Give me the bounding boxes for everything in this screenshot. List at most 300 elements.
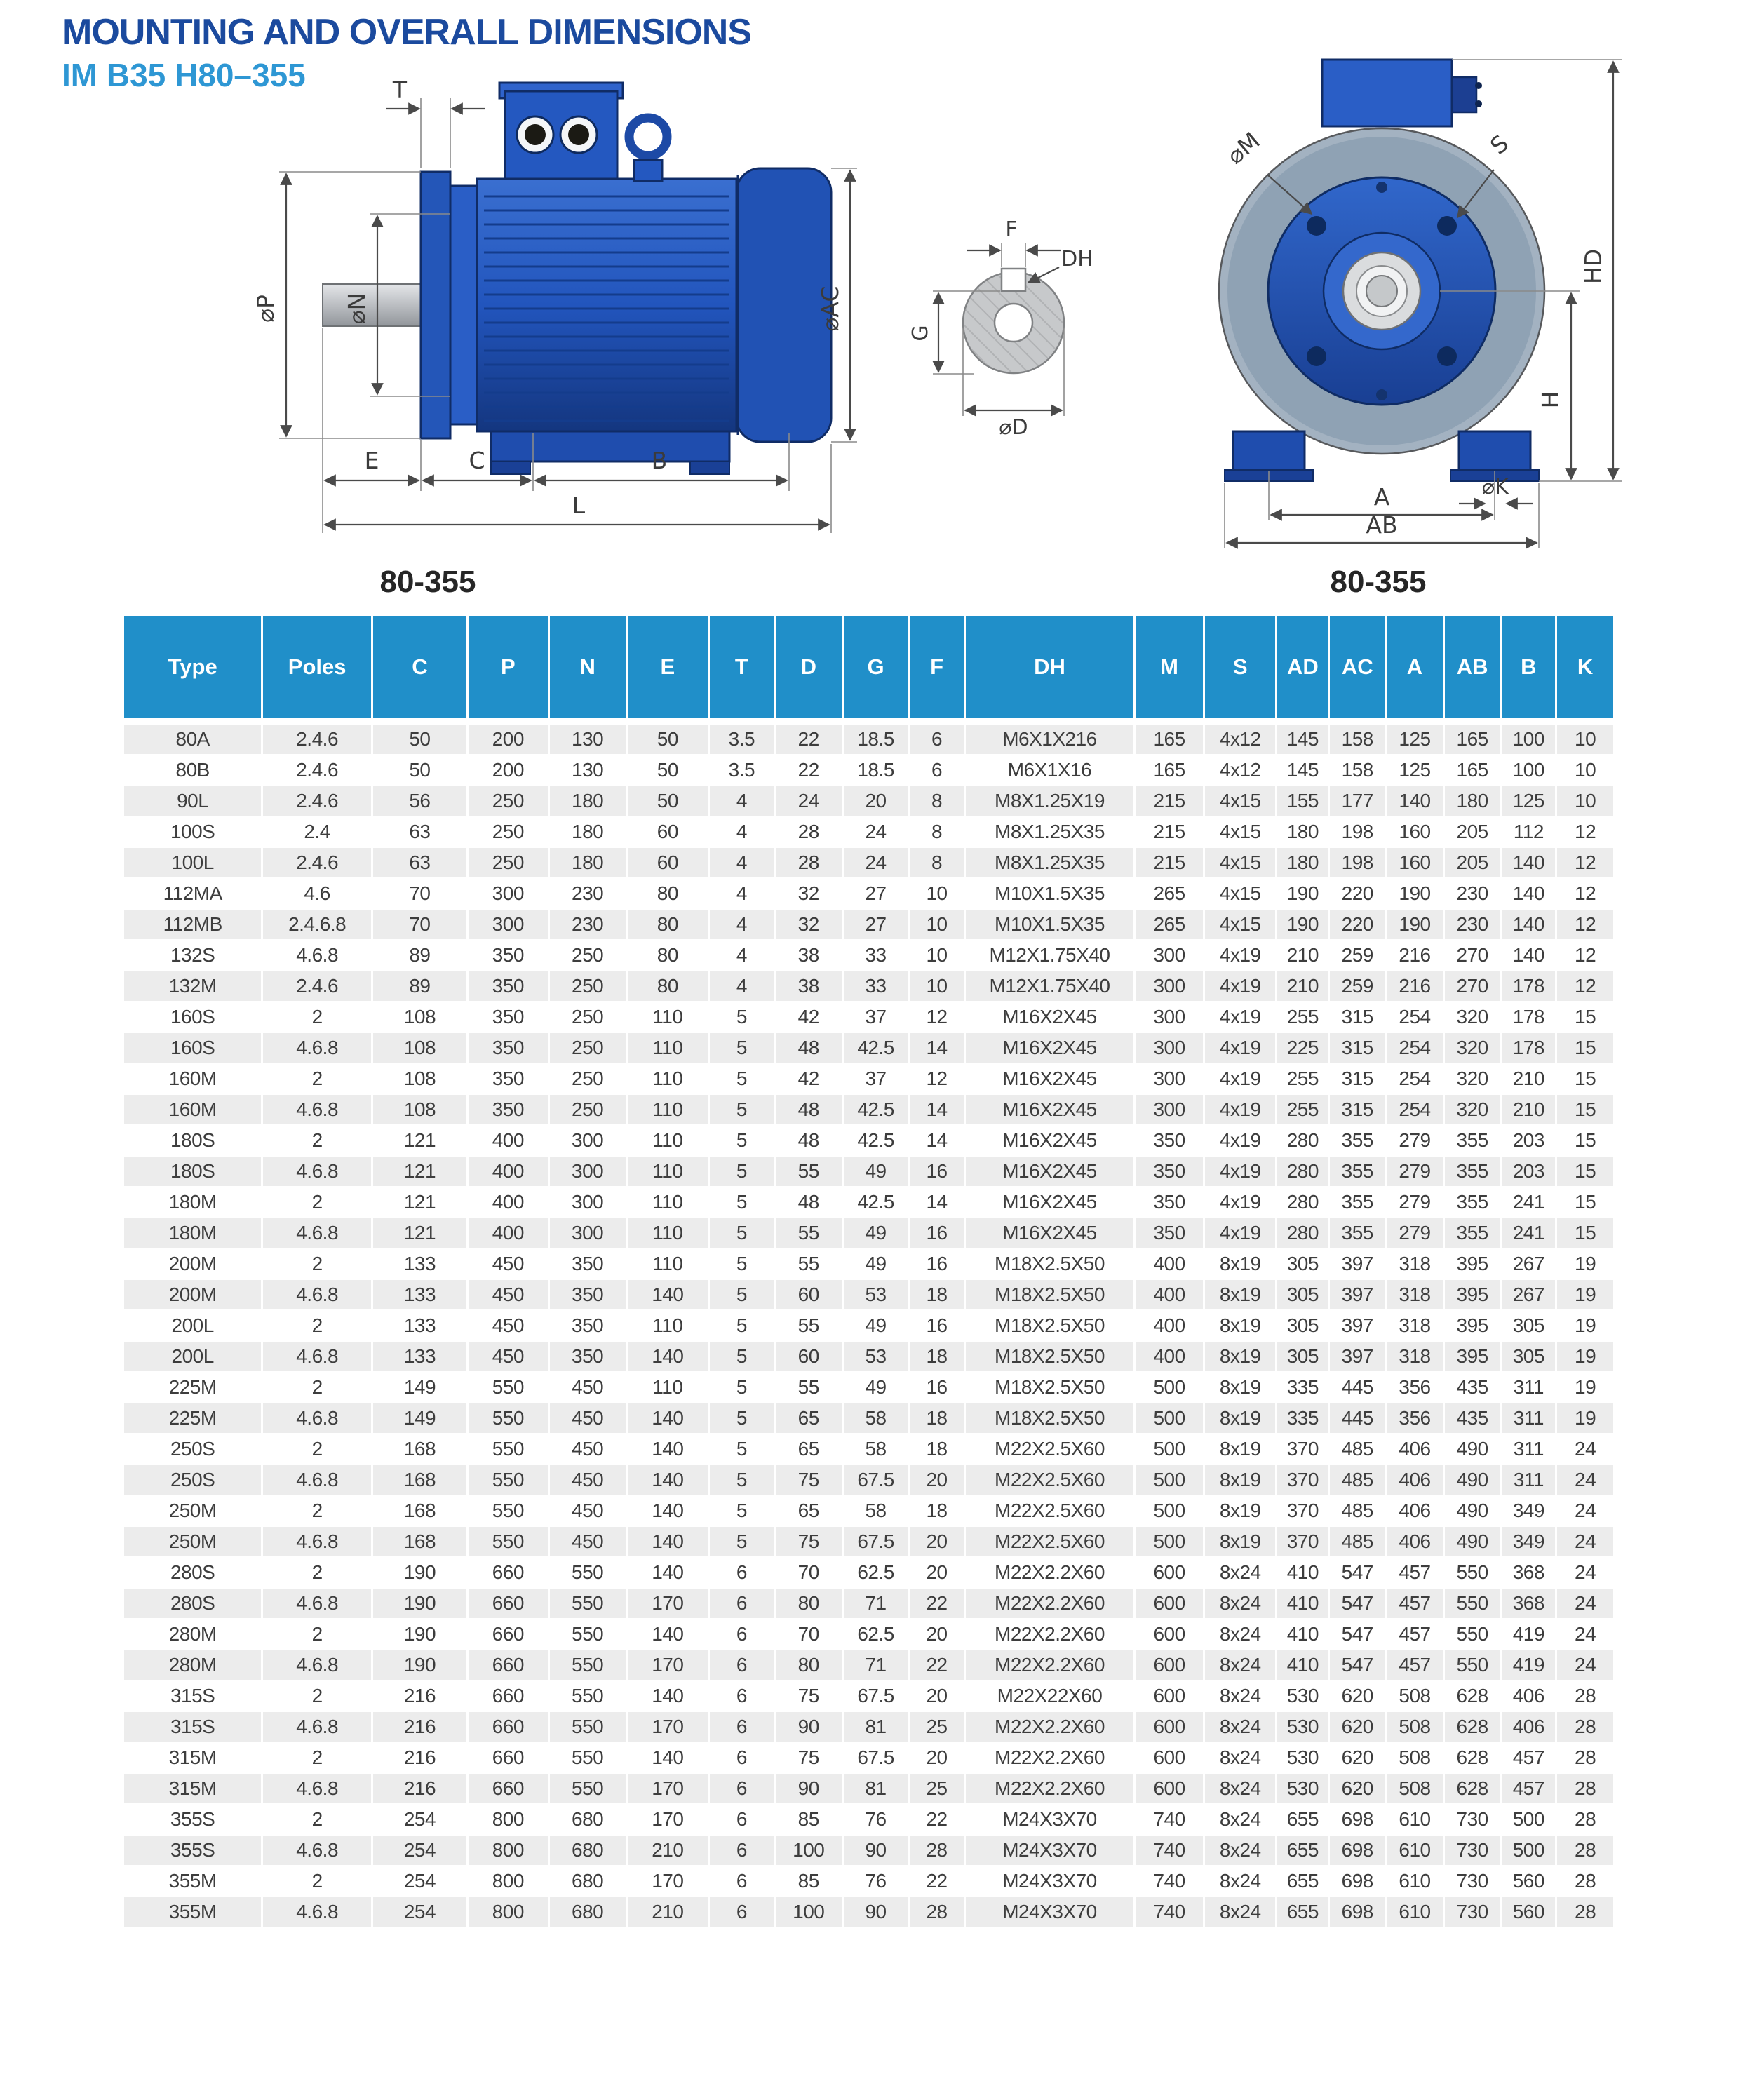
table-row [124, 1897, 1613, 1927]
table-cell: 350 [469, 1064, 548, 1093]
table-cell: 355 [1445, 1157, 1500, 1186]
table-cell: 318 [1387, 1249, 1443, 1279]
table-cell: 90 [776, 1774, 842, 1803]
table-cell: 170 [628, 1650, 708, 1680]
table-cell: 140 [1502, 910, 1555, 939]
dim-label-s: S [1485, 129, 1514, 160]
table-cell: 81 [844, 1774, 908, 1803]
table-cell: 419 [1502, 1650, 1555, 1680]
table-cell: 145 [1277, 755, 1328, 785]
table-cell: 550 [550, 1743, 626, 1772]
table-cell: 3.5 [710, 755, 773, 785]
table-cell: 4 [710, 879, 773, 908]
table-cell: 355S [124, 1836, 261, 1865]
table-cell: 600 [1136, 1589, 1203, 1618]
table-cell: 8x24 [1205, 1805, 1275, 1834]
table-cell: 800 [469, 1836, 548, 1865]
table-cell: 12 [1557, 971, 1613, 1001]
table-cell: 698 [1330, 1805, 1385, 1834]
table-cell: 155 [1277, 786, 1328, 816]
table-cell: 660 [469, 1589, 548, 1618]
table-cell: 2.4.6 [263, 971, 371, 1001]
table-header [124, 616, 1613, 718]
table-cell: 55 [776, 1249, 842, 1279]
table-cell: 457 [1502, 1774, 1555, 1803]
table-cell: 5 [710, 1064, 773, 1093]
flange-bolt-hole [1307, 346, 1326, 366]
table-cell: 24 [1557, 1620, 1613, 1649]
table-cell: 8x19 [1205, 1373, 1275, 1402]
table-cell: 508 [1387, 1681, 1443, 1711]
table-cell: 71 [844, 1589, 908, 1618]
table-row [124, 1434, 1613, 1464]
table-cell: 250S [124, 1465, 261, 1495]
table-cell: 80 [776, 1589, 842, 1618]
table-cell: 355 [1330, 1218, 1385, 1248]
table-cell: 318 [1387, 1311, 1443, 1340]
table-row [124, 1157, 1613, 1186]
table-cell: 49 [844, 1249, 908, 1279]
table-row [124, 910, 1613, 939]
table-cell: 19 [1557, 1373, 1613, 1402]
table-cell: 85 [776, 1805, 842, 1834]
table-cell: M16X2X45 [966, 1218, 1133, 1248]
table-cell: 435 [1445, 1403, 1500, 1433]
table-row [124, 1681, 1613, 1711]
table-row [124, 1280, 1613, 1309]
table-cell: 300 [1136, 1064, 1203, 1093]
table-cell: 100L [124, 848, 261, 877]
table-cell: 28 [776, 848, 842, 877]
table-cell: 2.4.6 [263, 848, 371, 877]
table-cell: 28 [1557, 1805, 1613, 1834]
column-header: C [373, 616, 466, 718]
table-cell: 4x19 [1205, 971, 1275, 1001]
table-row [124, 1095, 1613, 1124]
table-cell: 740 [1136, 1866, 1203, 1896]
table-cell: 500 [1502, 1805, 1555, 1834]
table-cell: 280 [1277, 1126, 1328, 1155]
table-cell: 300 [469, 879, 548, 908]
column-header: Type [124, 616, 261, 718]
table-cell: 698 [1330, 1866, 1385, 1896]
table-cell: M12X1.75X40 [966, 971, 1133, 1001]
table-cell: 10 [910, 879, 964, 908]
table-cell: 110 [628, 1373, 708, 1402]
flange-bolt-hole [1307, 216, 1326, 236]
table-row [124, 1373, 1613, 1402]
table-cell: 2.4.6 [263, 755, 371, 785]
table-cell: 368 [1502, 1589, 1555, 1618]
table-cell: 355S [124, 1805, 261, 1834]
table-cell: 28 [910, 1836, 964, 1865]
table-cell: 75 [776, 1527, 842, 1556]
table-cell: 108 [373, 1064, 466, 1093]
table-cell: 140 [628, 1743, 708, 1772]
table-cell: 435 [1445, 1373, 1500, 1402]
table-cell: 280S [124, 1589, 261, 1618]
table-cell: 6 [710, 1558, 773, 1587]
table-cell: 356 [1387, 1403, 1443, 1433]
table-row [124, 1527, 1613, 1556]
table-cell: M22X2.2X60 [966, 1712, 1133, 1742]
table-row [124, 1866, 1613, 1896]
dim-label-g: G [908, 325, 933, 342]
table-cell: 33 [844, 971, 908, 1001]
table-cell: 125 [1502, 786, 1555, 816]
table-cell: 4.6.8 [263, 1589, 371, 1618]
column-header: D [776, 616, 842, 718]
table-cell: 49 [844, 1373, 908, 1402]
table-cell: 216 [1387, 971, 1443, 1001]
table-cell: 216 [373, 1774, 466, 1803]
table-cell: 65 [776, 1403, 842, 1433]
table-cell: 350 [550, 1342, 626, 1371]
table-cell: 170 [628, 1589, 708, 1618]
table-cell: M18X2.5X50 [966, 1373, 1133, 1402]
table-cell: 740 [1136, 1897, 1203, 1927]
table-cell: 490 [1445, 1527, 1500, 1556]
dim-label-b: B [651, 447, 668, 474]
table-cell: 10 [1557, 755, 1613, 785]
table-cell: 550 [469, 1373, 548, 1402]
table-cell: 547 [1330, 1650, 1385, 1680]
table-cell: 210 [1502, 1095, 1555, 1124]
table-cell: 20 [910, 1743, 964, 1772]
table-cell: 500 [1502, 1836, 1555, 1865]
table-cell: 349 [1502, 1496, 1555, 1526]
table-cell: 279 [1387, 1187, 1443, 1217]
table-cell: 38 [776, 941, 842, 970]
table-cell: 28 [1557, 1866, 1613, 1896]
dimensions-table [122, 614, 1615, 1928]
table-cell: 8x24 [1205, 1620, 1275, 1649]
table-cell: 15 [1557, 1064, 1613, 1093]
table-cell: 216 [373, 1681, 466, 1711]
table-cell: 660 [469, 1558, 548, 1587]
table-cell: 180 [550, 786, 626, 816]
table-cell: 280S [124, 1558, 261, 1587]
table-cell: 60 [628, 848, 708, 877]
table-cell: 800 [469, 1805, 548, 1834]
table-cell: 419 [1502, 1620, 1555, 1649]
table-cell: 178 [1502, 1002, 1555, 1032]
table-cell: 355M [124, 1866, 261, 1896]
table-row [124, 786, 1613, 816]
table-cell: 8x19 [1205, 1434, 1275, 1464]
table-cell: 108 [373, 1002, 466, 1032]
table-cell: 311 [1502, 1465, 1555, 1495]
page-subtitle: IM B35 H80–355 [62, 57, 306, 93]
table-cell: 180S [124, 1157, 261, 1186]
table-cell: 110 [628, 1187, 708, 1217]
column-header: K [1557, 616, 1613, 718]
table-cell: 600 [1136, 1712, 1203, 1742]
table-cell: 24 [1557, 1650, 1613, 1680]
table-cell: 10 [910, 941, 964, 970]
table-cell: 24 [1557, 1465, 1613, 1495]
table-cell: 8x19 [1205, 1465, 1275, 1495]
dim-label-l: L [572, 492, 586, 519]
table-cell: 220 [1330, 910, 1385, 939]
table-cell: 24 [1557, 1589, 1613, 1618]
table-cell: 311 [1502, 1434, 1555, 1464]
table-cell: 610 [1387, 1897, 1443, 1927]
table-cell: 140 [1502, 848, 1555, 877]
table-cell: 149 [373, 1403, 466, 1433]
table-cell: 4.6.8 [263, 1527, 371, 1556]
table-cell: 2 [263, 1496, 371, 1526]
table-cell: 20 [910, 1620, 964, 1649]
table-cell: M16X2X45 [966, 1033, 1133, 1063]
table-cell: 16 [910, 1311, 964, 1340]
table-cell: 24 [776, 786, 842, 816]
table-cell: 70 [776, 1620, 842, 1649]
table-cell: 140 [628, 1527, 708, 1556]
table-cell: 110 [628, 1218, 708, 1248]
table-cell: 500 [1136, 1465, 1203, 1495]
table-cell: 27 [844, 879, 908, 908]
table-cell: 660 [469, 1774, 548, 1803]
table-row [124, 1712, 1613, 1742]
table-cell: 450 [550, 1434, 626, 1464]
table-cell: 265 [1136, 910, 1203, 939]
table-cell: 620 [1330, 1681, 1385, 1711]
table-cell: 406 [1502, 1712, 1555, 1742]
table-cell: 680 [550, 1836, 626, 1865]
table-cell: 170 [628, 1712, 708, 1742]
table-cell: 356 [1387, 1373, 1443, 1402]
dim-label-n: ⌀N [343, 292, 370, 325]
table-cell: 15 [1557, 1002, 1613, 1032]
table-cell: 140 [628, 1496, 708, 1526]
table-cell: 12 [1557, 879, 1613, 908]
table-cell: 395 [1445, 1249, 1500, 1279]
table-cell: 133 [373, 1311, 466, 1340]
table-row [124, 1620, 1613, 1649]
table-cell: 27 [844, 910, 908, 939]
table-cell: 180 [1277, 817, 1328, 847]
motor-flange [421, 172, 450, 438]
table-cell: 14 [910, 1033, 964, 1063]
table-cell: M8X1.25X19 [966, 786, 1133, 816]
column-header: A [1387, 616, 1443, 718]
table-cell: 6 [710, 1897, 773, 1927]
table-cell: 53 [844, 1280, 908, 1309]
table-cell: 125 [1387, 725, 1443, 754]
table-cell: 350 [469, 1002, 548, 1032]
table-cell: 190 [373, 1589, 466, 1618]
table-cell: 6 [710, 1836, 773, 1865]
table-cell: 4.6.8 [263, 1897, 371, 1927]
table-cell: 12 [1557, 848, 1613, 877]
table-cell: 550 [550, 1620, 626, 1649]
table-cell: 112 [1502, 817, 1555, 847]
table-cell: 200L [124, 1311, 261, 1340]
table-cell: 4x12 [1205, 755, 1275, 785]
table-cell: 20 [910, 1527, 964, 1556]
table-cell: 22 [910, 1650, 964, 1680]
table-cell: 42.5 [844, 1187, 908, 1217]
table-cell: 400 [469, 1126, 548, 1155]
table-cell: 254 [373, 1836, 466, 1865]
table-cell: 740 [1136, 1805, 1203, 1834]
table-row [124, 1126, 1613, 1155]
table-cell: 62.5 [844, 1558, 908, 1587]
table-cell: 254 [1387, 1033, 1443, 1063]
table-cell: 16 [910, 1157, 964, 1186]
table-cell: 620 [1330, 1712, 1385, 1742]
table-cell: 180M [124, 1218, 261, 1248]
table-cell: 400 [1136, 1342, 1203, 1371]
table-cell: 100 [776, 1836, 842, 1865]
table-cell: 20 [910, 1465, 964, 1495]
table-cell: 628 [1445, 1743, 1500, 1772]
table-cell: M12X1.75X40 [966, 941, 1133, 970]
table-cell: 112MB [124, 910, 261, 939]
table-cell: 149 [373, 1373, 466, 1402]
table-cell: 28 [776, 817, 842, 847]
table-cell: 210 [1277, 941, 1328, 970]
table-cell: 168 [373, 1527, 466, 1556]
table-cell: 160 [1387, 848, 1443, 877]
table-cell: 628 [1445, 1774, 1500, 1803]
table-cell: 4 [710, 786, 773, 816]
table-cell: 165 [1136, 725, 1203, 754]
table-cell: 4.6.8 [263, 1836, 371, 1865]
table-cell: 320 [1445, 1033, 1500, 1063]
eye-bolt [629, 118, 667, 156]
page-title: MOUNTING AND OVERALL DIMENSIONS [62, 12, 752, 53]
table-cell: 8x19 [1205, 1280, 1275, 1309]
table-cell: 485 [1330, 1496, 1385, 1526]
table-cell: 550 [469, 1465, 548, 1495]
table-cell: 445 [1330, 1373, 1385, 1402]
table-cell: 2 [263, 1249, 371, 1279]
table-row [124, 817, 1613, 847]
table-cell: 4 [710, 910, 773, 939]
table-cell: M10X1.5X35 [966, 879, 1133, 908]
table-cell: 53 [844, 1342, 908, 1371]
table-cell: 550 [550, 1774, 626, 1803]
figure-motor-front-view [1178, 49, 1641, 568]
table-cell: 60 [776, 1280, 842, 1309]
table-cell: 5 [710, 1403, 773, 1433]
table-cell: 250 [550, 1002, 626, 1032]
table-cell: 200 [469, 755, 548, 785]
table-cell: 4 [710, 848, 773, 877]
table-cell: 4.6.8 [263, 1465, 371, 1495]
table-cell: 450 [469, 1342, 548, 1371]
table-cell: 457 [1387, 1650, 1443, 1680]
table-cell: 165 [1445, 755, 1500, 785]
table-cell: 280 [1277, 1218, 1328, 1248]
table-cell: 19 [1557, 1280, 1613, 1309]
table-cell: 15 [1557, 1187, 1613, 1217]
flange-bolt-hole [1437, 346, 1457, 366]
table-cell: 280 [1277, 1157, 1328, 1186]
table-cell: 4.6.8 [263, 1033, 371, 1063]
table-cell: 4.6.8 [263, 1095, 371, 1124]
table-cell: 400 [469, 1157, 548, 1186]
table-cell: 140 [1502, 879, 1555, 908]
table-cell: 5 [710, 1218, 773, 1248]
table-cell: 300 [550, 1126, 626, 1155]
table-cell: 210 [1277, 971, 1328, 1001]
table-row [124, 1342, 1613, 1371]
table-cell: 14 [910, 1095, 964, 1124]
table-cell: 355 [1445, 1126, 1500, 1155]
dim-label-c: C [469, 447, 485, 474]
table-row [124, 941, 1613, 970]
table-cell: 10 [910, 971, 964, 1001]
table-cell: 350 [469, 971, 548, 1001]
table-cell: 180S [124, 1126, 261, 1155]
table-cell: 158 [1330, 755, 1385, 785]
dim-label-dh: DH [1061, 247, 1093, 271]
table-cell: 50 [628, 755, 708, 785]
table-cell: 410 [1277, 1620, 1328, 1649]
table-cell: 350 [469, 1095, 548, 1124]
table-cell: 18 [910, 1403, 964, 1433]
table-cell: 108 [373, 1095, 466, 1124]
table-cell: 81 [844, 1712, 908, 1742]
table-cell: 300 [1136, 971, 1203, 1001]
table-cell: 250 [550, 1095, 626, 1124]
table-cell: 8x24 [1205, 1743, 1275, 1772]
table-cell: 8x24 [1205, 1836, 1275, 1865]
table-cell: 2 [263, 1866, 371, 1896]
table-row [124, 1403, 1613, 1433]
table-cell: 140 [628, 1620, 708, 1649]
table-cell: 5 [710, 1249, 773, 1279]
table-cell: 8x24 [1205, 1712, 1275, 1742]
table-cell: 58 [844, 1496, 908, 1526]
table-cell: 170 [628, 1805, 708, 1834]
table-cell: 547 [1330, 1589, 1385, 1618]
table-cell: 2 [263, 1373, 371, 1402]
table-cell: 10 [1557, 725, 1613, 754]
table-cell: 165 [1136, 755, 1203, 785]
table-cell: 28 [1557, 1712, 1613, 1742]
table-cell: 5 [710, 1187, 773, 1217]
table-cell: 216 [373, 1743, 466, 1772]
table-cell: M18X2.5X50 [966, 1311, 1133, 1340]
table-cell: 680 [550, 1897, 626, 1927]
table-cell: 28 [1557, 1836, 1613, 1865]
table-cell: 5 [710, 1126, 773, 1155]
table-cell: 450 [550, 1403, 626, 1433]
table-row [124, 1650, 1613, 1680]
table-cell: 25 [910, 1712, 964, 1742]
table-cell: 80 [776, 1650, 842, 1680]
table-cell: 110 [628, 1033, 708, 1063]
table-cell: 311 [1502, 1373, 1555, 1402]
dim-label-hd: HD [1580, 248, 1607, 285]
table-cell: M18X2.5X50 [966, 1280, 1133, 1309]
table-cell: 2 [263, 1620, 371, 1649]
table-cell: 198 [1330, 848, 1385, 877]
table-cell: 5 [710, 1311, 773, 1340]
table-cell: 8 [910, 848, 964, 877]
table-cell: 203 [1502, 1126, 1555, 1155]
table-cell: 110 [628, 1311, 708, 1340]
table-cell: 70 [373, 910, 466, 939]
table-cell: 19 [1557, 1249, 1613, 1279]
table-row [124, 1311, 1613, 1340]
table-cell: 370 [1277, 1465, 1328, 1495]
keyway-slot [1002, 269, 1025, 291]
